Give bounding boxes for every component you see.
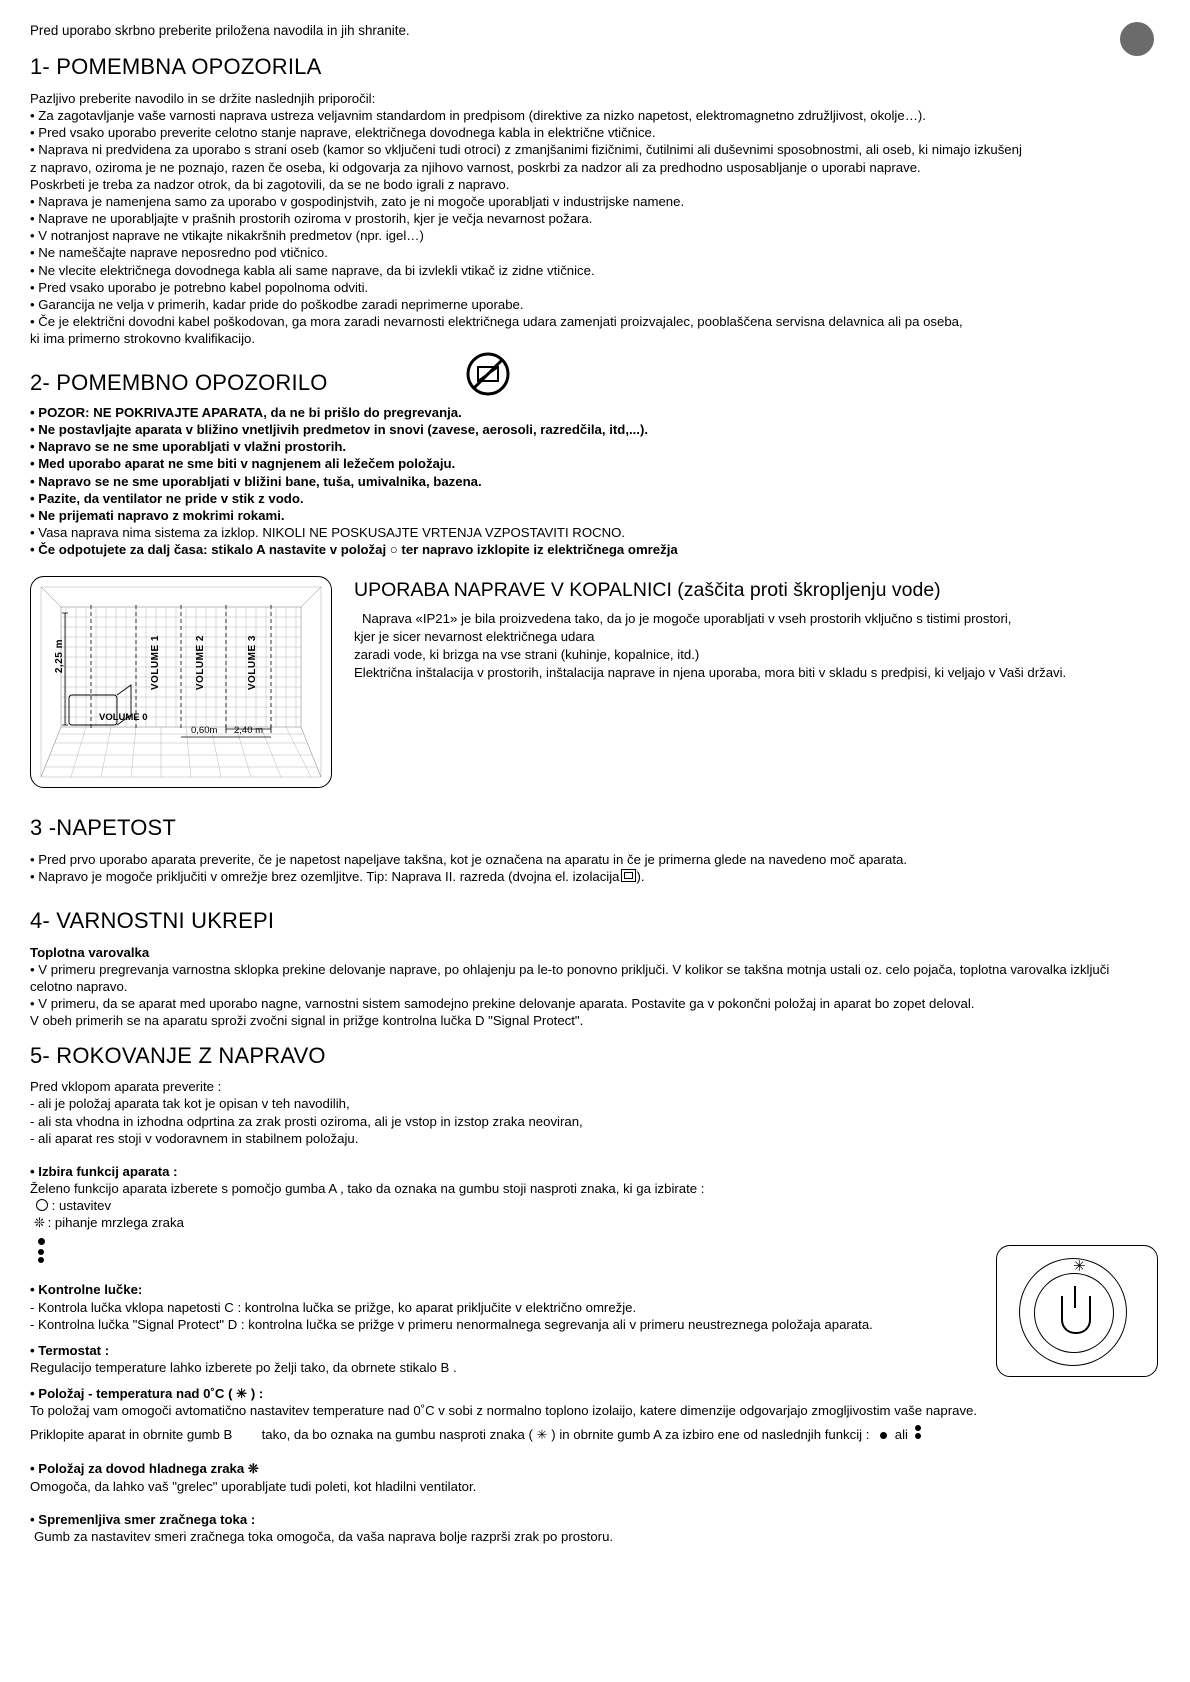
one-dot-icon [38, 1238, 45, 1245]
section-1-item: Poskrbeti je treba za nadzor otrok, da bi zagotovili, da se ne bodo igrali z napravo. [30, 176, 510, 192]
stop-position-icon [36, 1199, 48, 1211]
power-knob-illustration [996, 1245, 1158, 1377]
section-1-item: • Ne vlecite električnega dovodnega kabla ali same naprave, da bi izvlekli vtikač iz zidne vtičnice. [30, 262, 595, 278]
knob-inner-circle [1034, 1273, 1114, 1353]
control-lights-head: • Kontrolne lučke: [30, 1282, 143, 1298]
diagram-dim1-label: 0,60m [191, 725, 218, 737]
function-option-dot [38, 1232, 1160, 1249]
diagram-dim2-label: 2,40 m [234, 725, 264, 737]
airflow-block [30, 1511, 1160, 1545]
cold-air-head [30, 1460, 1160, 1478]
section-4-body [30, 961, 1160, 1030]
fan-icon: ❊ [34, 1215, 44, 1231]
function-option-stop [30, 1197, 1160, 1214]
position-temp-line2 [30, 1425, 1160, 1443]
section-3-item-2 [30, 868, 1160, 885]
section-2-item: • POZOR: NE POKRIVAJTE APARATA, da ne bi prišlo do pregrevanja. [30, 404, 462, 420]
bathroom-diagram [30, 576, 332, 788]
position-temp-ali: ali [894, 1427, 908, 1443]
section-1-item: • Garancija ne velja v primerih, kadar pride do poškodbe zaradi neprimerne uporabe. [30, 296, 524, 312]
section-2-item: • Ne postavljajte aparata v bližino vnetljivih predmetov in snovi (zavese, aerosoli, razredčila, itd,...). [30, 422, 649, 438]
diagram-volume2-label: VOLUME 2 [195, 635, 206, 691]
section-2-item: • Napravo se ne sme uporabljati v bližini bane, tuša, umivalnika, bazena. [30, 473, 482, 489]
section-1-item: • Naprava ni predvidena za uporabo s strani oseb (kamor so vključeni tudi otroci) z zmanjšanimi fizičnimi, čutilnimi ali duševnimi sposobnostmi, ali oseb, ki nimajo izkušenj [30, 142, 1022, 158]
section-2-item: • Pazite, da ventilator ne pride v stik z vodo. [30, 490, 304, 506]
section-4-item: • V primeru pregrevanja varnostna sklopka prekine delovanje naprave, po ohlajenju pa le-to ponovno priključi. V kolikor se takšna motnja ustali oz. celo pojača, toplotna varovalka izključi [30, 962, 1110, 978]
diagram-volume1-label: VOLUME 1 [150, 635, 161, 691]
section-2-item: • Ne prijemati napravo z mokrimi rokami. [30, 507, 285, 523]
section-1-item: • Ne nameščajte naprave neposredno pod vtičnico. [30, 245, 328, 261]
cold-air-line: Omogoča, da lahko vaš "grelec" uporabljate tudi poleti, kot hladilni ventilator. [30, 1478, 477, 1494]
knob-outer-circle [1019, 1258, 1127, 1366]
section-2-list [30, 404, 1160, 558]
power-symbol-icon [1061, 1296, 1091, 1334]
function-option-cold-label: : pihanje mrzlega zraka [47, 1215, 184, 1231]
two-dots-icon [915, 1425, 922, 1441]
bathroom-body-line: Električna inštalacija v prostorih, inštalacija naprave in njena uporaba, mora biti v skladu s predpisi, ki veljajo v Vaši državi. [354, 665, 1067, 681]
diagram-volume0-label: VOLUME 0 [99, 712, 148, 724]
section-1-item: • Pred vsako uporabo je potrebno kabel popolnoma odviti. [30, 279, 369, 295]
asterisk-icon: ✳ [1073, 1258, 1086, 1275]
section-1-item: ki ima primerno strokovno kvalifikacijo. [30, 331, 255, 347]
control-light-c: - Kontrola lučka vklopa napetosti C : kontrolna lučka se prižge, ko aparat priključite v električno omrežje. [30, 1299, 637, 1315]
cold-air-head-text: • Položaj za dovod hladnega zraka [30, 1460, 245, 1476]
control-lights-block [30, 1281, 1160, 1332]
bathroom-section [30, 576, 1160, 788]
section-4-item: celotno napravo. [30, 979, 128, 995]
gray-circle-marker [1120, 22, 1154, 56]
section-2-item: • Med uporabo aparat ne sme biti v nagnjenem ali ležečem položaju. [30, 456, 456, 472]
bathroom-body-line: zaradi vode, ki brizga na vse strani (kuhinje, kopalnice, itd.) [354, 647, 700, 663]
section-1-item: • Naprave ne uporabljajte v prašnih prostorih oziroma v prostorih, kjer je večja nevarnost požara. [30, 211, 593, 227]
section-4-item: V obeh primerih se na aparatu sproži zvočni signal in prižge kontrolna lučka D "Signal Protect". [30, 1013, 584, 1029]
section-5-checks [30, 1078, 1160, 1147]
section-4-title: 4- VARNOSTNI UKREPI [30, 908, 275, 934]
bathroom-title [354, 578, 1160, 603]
section-2-wrapper [30, 369, 1160, 558]
bathroom-body-line: Naprava «IP21» je bila proizvedena tako, da jo je mogoče uporabljati v vseh prostorih vključno s tistimi prostori, [362, 610, 1012, 626]
section-1-body [30, 90, 1160, 347]
function-selection-head: • Izbira funkcij aparata : [30, 1163, 178, 1179]
function-option-twodots [38, 1249, 1160, 1265]
bathroom-title-paren: (zaščita proti škropljenju vode) [677, 579, 941, 602]
section-5-check: - ali aparat res stoji v vodoravnem in stabilnem položaju. [30, 1130, 359, 1146]
section-1-item: z napravo, oziroma je ne poznajo, razen če oseba, ki odgovarja za njihovo varnost, poskrbi za nadzor ali za predhodno usposabljanje o uporabi naprave. [30, 159, 921, 175]
diagram-volume3-label: VOLUME 3 [247, 635, 258, 691]
section-3-item: • Pred prvo uporabo aparata preverite, če je napetost napeljave takšna, kot je označena na aparatu in če je primerna glede na navedeno moč aparata. [30, 851, 908, 867]
position-temp-line1: To položaj vam omogoči avtomatično nastavitev temperature nad 0˚C v sobi z normalno toplono izolaijo, katere dimenzije odgovarjajo zmogljivostim vaše naprave. [30, 1403, 978, 1419]
class-ii-icon [621, 869, 636, 882]
bathroom-title-plain: UPORABA NAPRAVE V KOPALNICI [354, 579, 672, 602]
section-5-lead: Pred vklopom aparata preverite : [30, 1079, 222, 1095]
diagram-height-label: 2,25 m [54, 639, 65, 674]
section-1-item: • Pred vsako uporabo preverite celotno stanje naprave, električnega dovodnega kabla in električne vtičnice. [30, 125, 656, 141]
section-2-item: • Če odpotujete za dalj časa: stikalo A nastavite v položaj ○ ter napravo izklopite iz električnega omrežja [30, 542, 678, 558]
function-option-stop-label: : ustavitev [51, 1198, 112, 1214]
function-selection-lead: Želeno funkcijo aparata izberete s pomočjo gumba A , tako da oznaka na gumbu stoji nasproti znaka, ki ga izbirate : [30, 1181, 705, 1197]
airflow-line: Gumb za nastavitev smeri zračnega toka omogoča, da vaša naprava bolje razprši zrak po prostoru. [34, 1528, 614, 1544]
section-5-title: 5- ROKOVANJE Z NAPRAVO [30, 1042, 326, 1068]
thermostat-head: • Termostat : [30, 1342, 110, 1358]
section-5-check: - ali je položaj aparata tak kot je opisan v teh navodilih, [30, 1096, 350, 1112]
section-5-check: - ali sta vhodna in izhodna odprtina za zrak prosti oziroma, ali je vstop in izstop zraka neoviran, [30, 1113, 583, 1129]
position-temp-line2a: Priklopite aparat in obrnite gumb B [30, 1427, 233, 1443]
do-not-cover-icon [465, 351, 511, 397]
section-2-item: • Vasa naprava nima sistema za izklop. NIKOLI NE POSKUSAJTE VRTENJA VZPOSTAVITI ROCNO. [30, 525, 626, 541]
section-3-body [30, 851, 1160, 885]
section-1-item: • V notranjost naprave ne vtikajte nikakršnih predmetov (npr. igel…) [30, 228, 424, 244]
function-option-cold [30, 1214, 1160, 1232]
cold-air-block [30, 1460, 1160, 1495]
section-1-item: • Naprava je namenjena samo za uporabo v gospodinjstvih, zato je ni mogoče uporabljati v industrijske namene. [30, 193, 685, 209]
control-light-d: - Kontrolna lučka "Signal Protect" D : kontrolna lučka se prižge v primeru nenormalnega segrevanja ali v primeru neustreznega položaja aparata. [30, 1316, 873, 1332]
two-dots-icon [38, 1249, 45, 1265]
section-1-item: • Če je električni dovodni kabel poškodovan, ga mora zaradi nevarnosti električnega udara zamenjati proizvajalec, pooblaščena servisna delavnica ali pa oseba, [30, 314, 963, 330]
airflow-head: • Spremenljiva smer zračnega toka : [30, 1511, 256, 1527]
position-temp-block [30, 1385, 1160, 1443]
bathroom-text [354, 576, 1160, 788]
position-temp-head: • Položaj - temperatura nad 0˚C ( ✳ ) : [30, 1386, 264, 1402]
thermostat-block [30, 1342, 1160, 1376]
position-temp-line2b: tako, da bo oznaka na gumbu nasproti znaka ( ✳ ) in obrnite gumb A za izbiro ene od naslednjih funkcij : [261, 1427, 870, 1443]
section-3-item-2-text: • Napravo je mogoče priključiti v omrežje brez ozemljitve. Tip: Naprava II. razreda (dvojna el. izolacija [30, 869, 620, 885]
section-1-item: • Za zagotavljanje vaše varnosti naprava ustreza veljavnim standardom in predpisom (direktive za nizko napetost, elektromagnetno združljivost, okolje…). [30, 108, 926, 124]
section-2-title: 2- POMEMBNO OPOZORILO [30, 370, 328, 396]
section-4-subtitle: Toplotna varovalka [30, 944, 150, 960]
fan-icon: ❊ [247, 1460, 258, 1476]
section-4-item: • V primeru, da se aparat med uporabo nagne, varnostni sistem samodejno prekine delovanje aparata. Postavite ga v pokončni položaj in aparat bo zopet deloval. [30, 996, 975, 1012]
section-3-item-2-tail: ). [636, 869, 645, 885]
intro-line: Pred uporabo skrbno preberite priložena navodila in jih shranite. [30, 23, 410, 38]
thermostat-line: Regulacijo temperature lahko izberete po želji tako, da obrnete stikalo B . [30, 1360, 457, 1375]
section-1-lead: Pazljivo preberite navodilo in se držite naslednjih priporočil: [30, 91, 376, 107]
section-3-title: 3 -NAPETOST [30, 815, 177, 841]
section-1-title: 1- POMEMBNA OPOZORILA [30, 54, 322, 80]
bathroom-body-line: kjer je sicer nevarnost električnega udara [354, 628, 595, 644]
section-2-item: • Napravo se ne sme uporabljati v vlažni prostorih. [30, 439, 347, 455]
bathroom-body [354, 610, 1160, 682]
function-selection-block [30, 1163, 1160, 1266]
one-dot-icon [880, 1432, 887, 1439]
